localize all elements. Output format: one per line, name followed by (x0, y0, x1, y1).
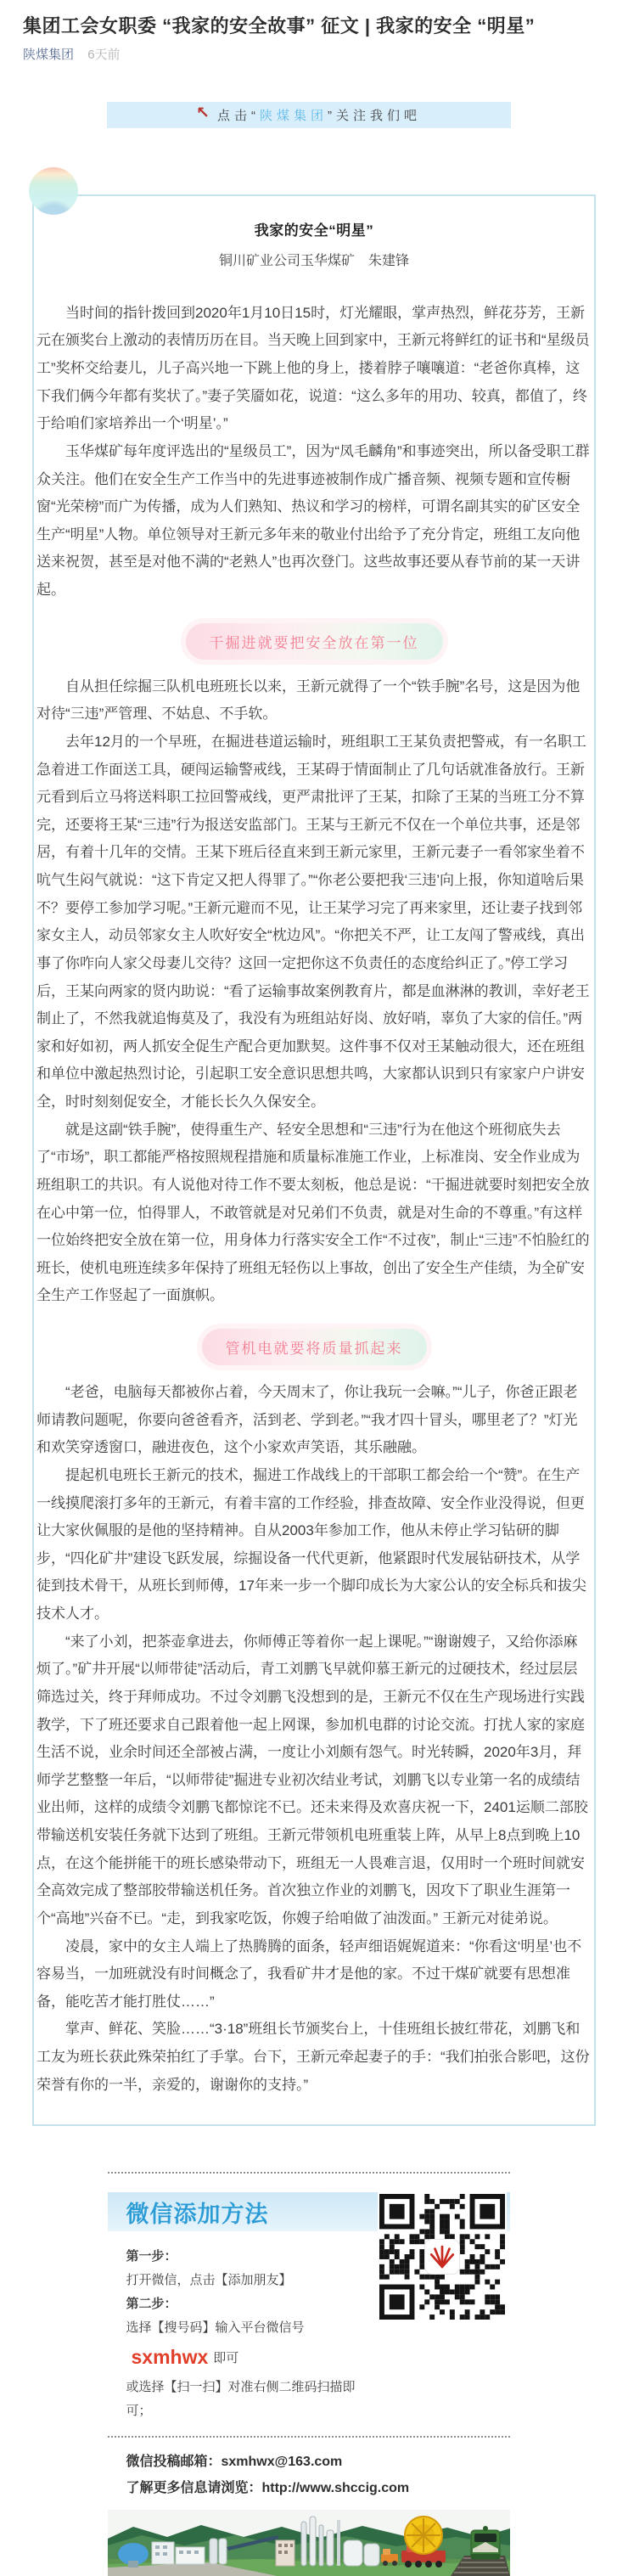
dotted-divider (108, 2172, 510, 2174)
article-paragraph: 当时间的指针拨回到2020年1月10日15时，灯光耀眼，掌声热烈，鲜花芬芳，王新元在颁奖台上激动的表情历历在目。当天晚上回到家中，王新元将鲜红的证书和“星级员工”奖杯交给妻儿，儿子高兴地一下跳上他的身上，搂着脖子嚷嚷道：“老爸你真棒，这下我们俩今年都有奖状了。”妻子笑靥如花，说道：“这么多年的用功、较真，都值了，终于给咱们家培养出一个‘明星’。” (36, 304, 590, 432)
article-paragraph: 就是这副“铁手腕”，使得重生产、轻安全思想和“三违”行为在他这个班彻底失去了“市场”，职工都能严格按照规程措施和质量标准施工作业，上标准岗、安全作业成为班组职工的共识。有人说他对待工作不要太刻板，他总是说：“干掘进就要时刻把安全放在心中第一位，怕得罪人，不敢管就是对兄弟们不负责，就是对生命的不尊重。”有这样一位始终把安全放在第一位，用身体力行落实安全工作“不过夜”，制止“三违”不怕脸红的班长，使机电班连续多年保持了班组无轻伤以上事故，创出了安全生产佳绩，为全矿安全生产工作竖起了一面旗帜。 (36, 1121, 590, 1304)
banner-text-prefix: 点击“ (216, 108, 260, 123)
section-heading-badge-row (36, 623, 592, 660)
wechat-add-guide (108, 2192, 510, 2422)
arrow-up-left-icon: ↖ (196, 104, 210, 122)
footer-guide (108, 2172, 510, 2576)
dotted-divider (108, 2436, 510, 2438)
section-heading-badge: 干掘进就要把安全放在第一位 (186, 623, 443, 660)
guide-steps (126, 2245, 367, 2422)
section-heading-badge-row (36, 1329, 592, 1365)
contact-info (126, 2449, 510, 2501)
article-meta (23, 45, 594, 63)
article-paragraph: 凌晨，家中的女主人端上了热腾腾的面条，轻声细语娓娓道来：“你看这‘明星’也不容易当，一加班就没有时间概念了，我看矿井才是他的家。不过干煤矿就要有思想准备，能吃苦才能打胜仗……” (36, 1938, 582, 2010)
banner-text-suffix: ”关注我们吧 (327, 108, 421, 123)
industry-photo (108, 2510, 510, 2576)
article-body (36, 300, 592, 2100)
email-line: 微信投稿邮箱：sxmhwx@163.com (126, 2455, 343, 2470)
article-paragraph: 去年12月的一个早班，在掘进巷道运输时，班组职工王某负责把警戒，有一名职工急着进工作面送工具，硬闯运输警戒线，王某碍于情面制止了几句话就准备放行。王新元看到后立马将送料职工拉回警戒线，更严肃批评了王某，扣除了王某的当班工分不算完，还要将王某“三违”行为报送安监部门。王某与王新元不仅在一个单位共事，还是邻居，有着十几年的交情。王某下班后径直来到王新元家里，王新元妻子一看邻家坐着不吭气生闷气就说：“这下肯定又把人得罪了。”“你老公要把我‘三违’向上报，你知道啥后果不？要停工参加学习呢。”王新元避而不见，让王某学习完了再来家里，还让妻子找到邻家女主人，动员邻家女主人吹好安全“枕边风”。“你把关不严，让工友闯了警戒线，真出事了你咋向人家父母妻儿交待？这回一定把你这不负责任的态度给纠正了。”停工学习后，王某向两家的贤内助说：“看了运输事故案例教育片，都是血淋淋的教训，幸好老王制止了，不然我就追悔莫及了，我没有为班组站好岗、放好哨，辜负了大家的信任。”两家和好如初，两人抓安全促生产配合更加默契。这件事不仅对王某触动很大，还在班组和单位中激起热烈讨论，引起职工安全意识思想共鸣，大家都认识到只有家家户户讲安全，时时刻刻促安全，才能长长久久保安全。 (36, 733, 590, 1111)
step2-text (126, 2316, 367, 2376)
follow-banner[interactable] (107, 102, 511, 128)
guide-title: 微信添加方法 (126, 2201, 269, 2227)
step2-label: 第二步： (126, 2296, 177, 2311)
article-paragraph: 提起机电班长王新元的技术，掘进工作战线上的干部职工都会给一个“赞”。在生产一线摸爬滚打多年的王新元，有着丰富的工作经验，排查故障、安全作业没得说，但更让大家伙佩服的是他的坚持精神。自从2003年参加工作，他从未停止学习钻研的脚步，“四化矿井”建设飞跃发展，综掘设备一代代更新，他紧跟时代发展钻研技术，从学徒到技术骨干，从班长到师傅，17年来一步一个脚印成长为大家公认的安全标兵和拔尖技术人才。 (36, 1466, 586, 1623)
step2-suffix: 即可 (213, 2351, 239, 2366)
post-time: 6天前 (87, 47, 121, 62)
website-line: 了解更多信息请浏览：http://www.shccig.com (126, 2480, 410, 2495)
wechat-id: sxmhwx (131, 2346, 209, 2369)
article-card (32, 194, 596, 2127)
article-paragraph: 自从担任综掘三队机电班班长以来，王新元就得了一个“铁手腕”名号，这是因为他对待“三违”严管理、不姑息、不手软。 (36, 678, 581, 723)
article-card-wrap (32, 194, 596, 2127)
step1-text: 打开微信，点击【添加朋友】 (126, 2273, 292, 2288)
article-paragraph: 玉华煤矿每年度评选出的“星级员工”，因为“凤毛麟角”和事迹突出，所以备受职工群众关注。他们在安全生产工作当中的先进事迹被制作成广播音频、视频专题和宣传橱窗“光荣榜”而广为传播，成为人们熟知、热议和学习的榜样，可谓名副其实的矿区安全生产“明星”人物。单位领导对王新元多年来的敬业付出给予了充分肯定，班组工友向他送来祝贺，甚至是对他不满的“老熟人”也再次登门。这些故事还要从春节前的某一天讲起。 (36, 442, 590, 599)
account-name[interactable]: 陕煤集团 (23, 47, 75, 62)
rainbow-bubble-icon (29, 167, 78, 215)
page-title: 集团工会女职委 “我家的安全故事” 征文 | 我家的安全 “明星” (23, 15, 536, 37)
qr-code (378, 2192, 507, 2321)
banner-account-link[interactable]: 陕煤集团 (259, 108, 328, 123)
article-paragraph: 掌声、鲜花、笑脸……“3·18”班组长节颁奖台上，十佳班组长披红带花，刘鹏飞和工友为班长获此殊荣拍红了手掌。台下，王新元牵起妻子的手：“我们拍张合影吧，这份荣誉有你的一半，亲爱的，谢谢你的支持。” (36, 2021, 590, 2093)
article-paragraph: “老爸，电脑每天都被你占着，今天周末了，你让我玩一会嘛。”“儿子，你爸正跟老师请教问题呢，你要向爸爸看齐，活到老、学到老。”“我才四十冒头，哪里老了？”灯光和欢笑穿透窗口，融进夜色，这个小家欢声笑语，其乐融融。 (36, 1384, 578, 1456)
step2-prefix: 选择【搜号码】输入平台微信号 (126, 2320, 305, 2335)
shaanxi-coal-fan-logo-icon (424, 2239, 460, 2275)
section-heading-badge: 管机电就要将质量抓起来 (202, 1329, 427, 1365)
step2-line2: 或选择【扫一扫】对准右侧二维码扫描即可； (126, 2379, 356, 2418)
step1-label: 第一步： (126, 2249, 177, 2264)
article-paragraph: “来了小刘，把茶壶拿进去，你师傅正等着你一起上课呢。”“谢谢嫂子，又给你添麻烦了。”矿井开展“以师带徒”活动后，青工刘鹏飞早就仰慕王新元的过硬技术，经过层层筛选过关，终于拜师成功。不过令刘鹏飞没想到的是，王新元不仅在生产现场进行实践教学，下了班还要求自己跟着他一起上网课，参加机电群的讨论交流。打扰人家的家庭生活不说，业余时间还全部被占满，一度让小刘颇有怨气。时光转瞬，2020年3月，拜师学艺整整一年后，“以师带徒”掘进专业初次结业考试，刘鹏飞以专业第一名的成绩结业出师，这样的成绩令刘鹏飞都惊诧不已。还未来得及欢喜庆祝一下，2401运顺二部胶带输送机安装任务就下达到了班组。王新元带领机电班重装上阵，从早上8点到晚上10点，在这个能拼能干的班长感染带动下，班组无一人畏难言退，仅用时一个班时间就安全高效完成了整部胶带输送机任务。首次独立作业的刘鹏飞，因攻下了职业生涯第一个“高地”兴奋不已。“走，到我家吃饭，你嫂子给咱做了油泼面。” 王新元对徒弟说。 (36, 1633, 588, 1926)
article-title: 我家的安全“明星” (254, 222, 374, 239)
article-byline: 铜川矿业公司玉华煤矿 朱建锋 (218, 253, 409, 268)
